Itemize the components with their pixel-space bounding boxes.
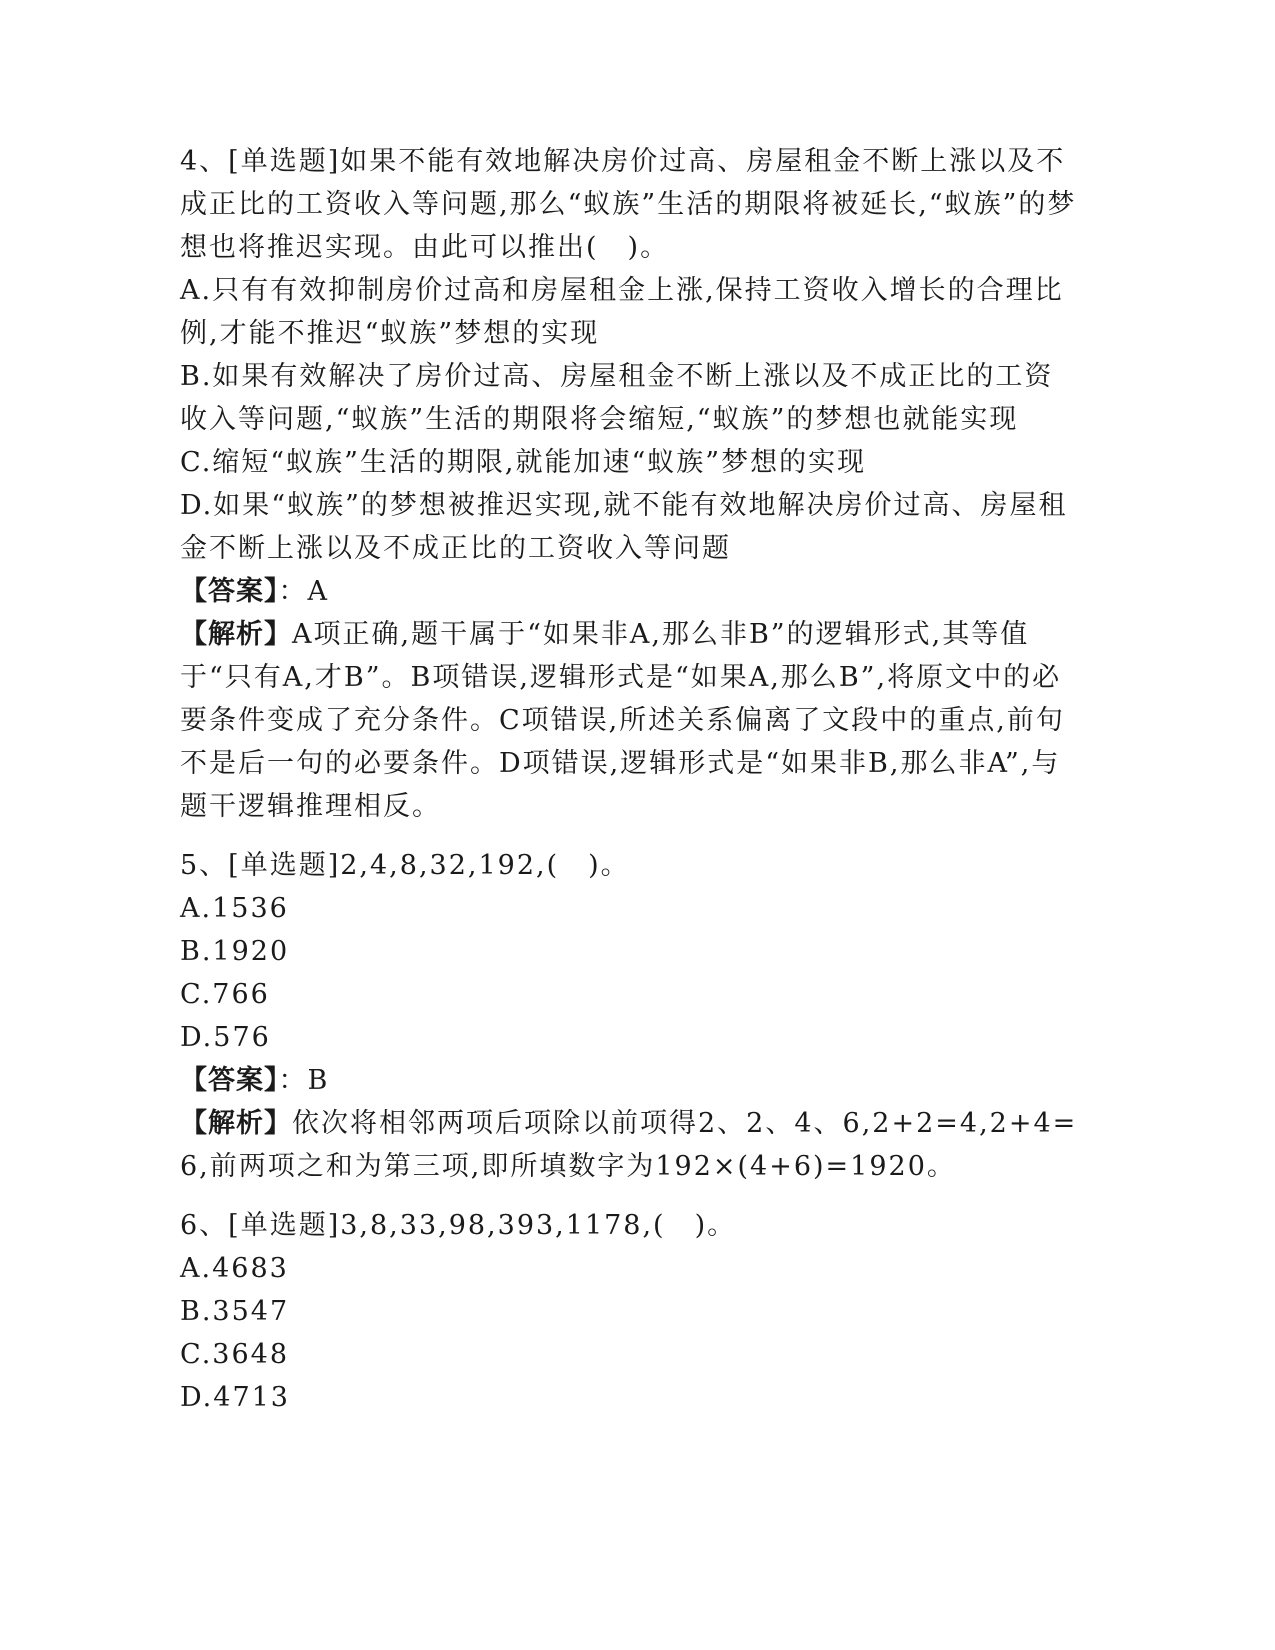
answer-line <box>180 570 1080 613</box>
option-b: B.1920 <box>180 936 290 967</box>
option-c: C.缩短“蚁族”生活的期限,就能加速“蚁族”梦想的实现 <box>180 447 867 478</box>
option-c: C.3648 <box>180 1339 289 1370</box>
analysis-line <box>180 1102 1080 1188</box>
answer-value: ：B <box>278 1065 330 1096</box>
analysis-line <box>180 613 1080 828</box>
analysis-text: A项正确,题干属于“如果非A,那么非B”的逻辑形式,其等值于“只有A,才B”。B项错误,逻辑形式是“如果A,那么B”,将原文中的必要条件变成了充分条件。C项错误,所述关系偏离了文段中的重点,前句不是后一句的必要条件。D项错误,逻辑形式是“如果非B,那么非A”,与题干逻辑推理相反。 <box>180 619 1065 822</box>
question-stem: 6、[单选题]3,8,33,98,393,1178,( )。 <box>180 1210 737 1241</box>
answer-value: ：A <box>278 576 329 607</box>
question-6 <box>180 1204 1080 1419</box>
analysis-text: 依次将相邻两项后项除以前项得2、2、4、6,2+2=4,2+4=6,前两项之和为第三项,即所填数字为192×(4+6)=1920。 <box>180 1108 1078 1182</box>
answer-label: 【答案】 <box>180 576 279 607</box>
option-d: D.576 <box>180 1022 271 1053</box>
document-page <box>180 140 1080 1435</box>
option-a: A.1536 <box>180 893 289 924</box>
analysis-label: 【解析】 <box>180 1108 292 1139</box>
question-5 <box>180 844 1080 1188</box>
option-a: A.只有有效抑制房价过高和房屋租金上涨,保持工资收入增长的合理比例,才能不推迟“蚁族”梦想的实现 <box>180 275 1064 349</box>
option-c: C.766 <box>180 979 270 1010</box>
question-stem: 5、[单选题]2,4,8,32,192,( )。 <box>180 850 630 881</box>
option-d: D.如果“蚁族”的梦想被推迟实现,就不能有效地解决房价过高、房屋租金不断上涨以及不成正比的工资收入等问题 <box>180 490 1068 564</box>
question-4 <box>180 140 1080 828</box>
option-b: B.如果有效解决了房价过高、房屋租金不断上涨以及不成正比的工资收入等问题,“蚁族”生活的期限将会缩短,“蚁族”的梦想也就能实现 <box>180 361 1054 435</box>
option-a: A.4683 <box>180 1253 289 1284</box>
answer-line <box>180 1059 1080 1102</box>
answer-label: 【答案】 <box>180 1065 279 1096</box>
analysis-label: 【解析】 <box>180 619 292 650</box>
option-b: B.3547 <box>180 1296 290 1327</box>
option-d: D.4713 <box>180 1382 290 1413</box>
question-stem: 4、[单选题]如果不能有效地解决房价过高、房屋租金不断上涨以及不成正比的工资收入等问题,那么“蚁族”生活的期限将被延长,“蚁族”的梦想也将推迟实现。由此可以推出( )。 <box>180 146 1077 263</box>
